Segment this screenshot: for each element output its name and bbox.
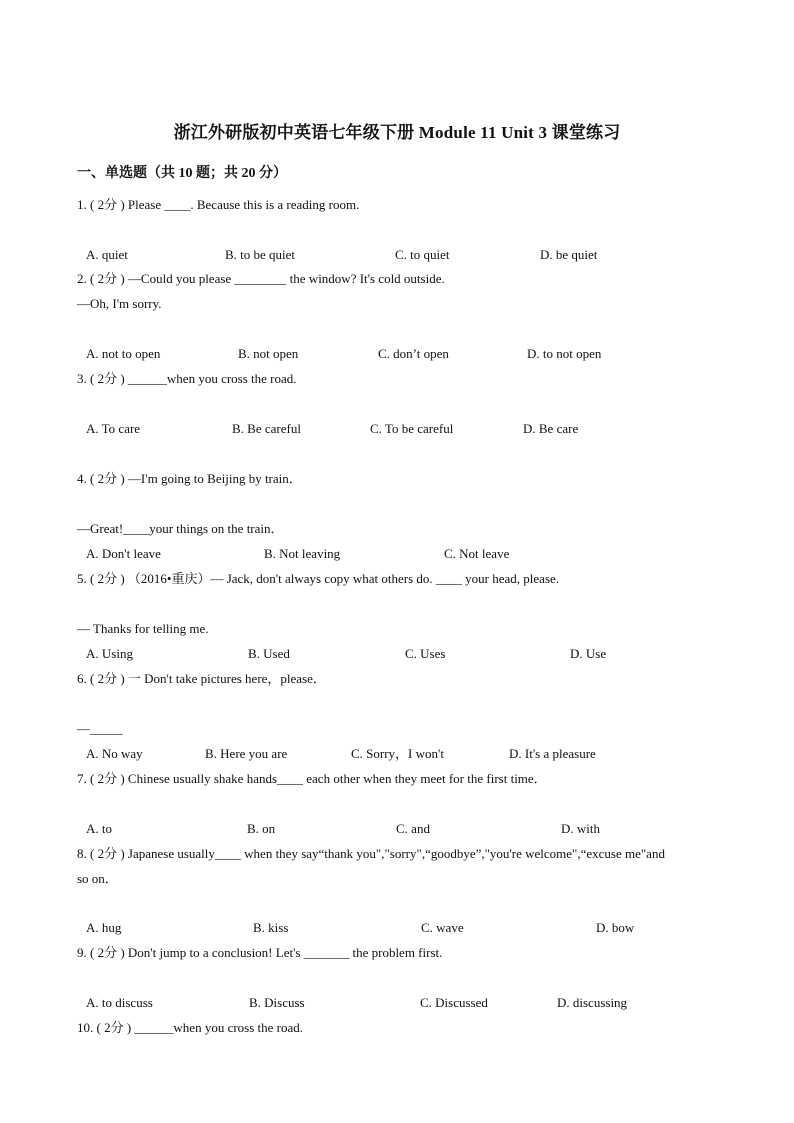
question-3-stem: 3. ( 2分 ) ______when you cross the road. xyxy=(77,371,297,386)
question-8-option-a: A. hug xyxy=(86,920,122,935)
question-7-option-d: D. with xyxy=(561,821,600,836)
question-6-stem-line-2: —_____ xyxy=(77,721,123,736)
question-8-stem-line-2: so on． xyxy=(77,871,118,886)
question-9-option-c: C. Discussed xyxy=(420,995,488,1010)
question-6-stem: 6. ( 2分 ) 一 Don't take pictures here，please． xyxy=(77,671,326,686)
question-1-option-c: C. to quiet xyxy=(395,247,450,262)
question-9-option-a: A. to discuss xyxy=(86,995,153,1010)
question-10-stem: 10. ( 2分 ) ______when you cross the road. xyxy=(77,1020,304,1035)
question-5-option-b: B. Used xyxy=(248,646,290,661)
question-5-option-a: A. Using xyxy=(86,646,133,661)
question-4-option-b: B. Not leaving xyxy=(264,546,341,561)
question-2-stem-line-2: —Oh, I'm sorry. xyxy=(77,296,162,311)
question-3-option-b: B. Be careful xyxy=(232,421,301,436)
section-heading: 一、单选题（共 10 题；共 20 分） xyxy=(77,166,287,181)
question-7-option-c: C. and xyxy=(396,821,430,836)
question-1-option-a: A. quiet xyxy=(86,247,128,262)
question-6-option-d: D. It's a pleasure xyxy=(509,746,596,761)
question-5-option-c: C. Uses xyxy=(405,646,446,661)
question-6-option-c: C. Sorry，I won't xyxy=(351,746,444,761)
question-1-stem: 1. ( 2分 ) Please ____. Because this is a reading room. xyxy=(77,197,360,212)
question-3-option-a: A. To care xyxy=(86,421,141,436)
question-9-stem: 9. ( 2分 ) Don't jump to a conclusion! Let's _______ the problem first. xyxy=(77,945,443,960)
question-2-option-d: D. to not open xyxy=(527,346,602,361)
question-5-stem-line-2: — Thanks for telling me. xyxy=(77,621,209,636)
question-4-option-a: A. Don't leave xyxy=(86,546,161,561)
question-6-option-b: B. Here you are xyxy=(205,746,288,761)
page-title: 浙江外研版初中英语七年级下册 Module 11 Unit 3 课堂练习 xyxy=(173,123,621,142)
question-3-option-d: D. Be care xyxy=(523,421,579,436)
question-2-stem: 2. ( 2分 ) —Could you please ________ the window? It's cold outside. xyxy=(77,271,445,286)
question-4-option-c: C. Not leave xyxy=(444,546,510,561)
question-8-stem: 8. ( 2分 ) Japanese usually____ when they say“thank you","sorry",“goodbye”,"you're welcome",“excuse me"and xyxy=(77,846,665,861)
question-5-stem: 5. ( 2分 ) （2016•重庆）— Jack, don't always copy what others do. ____ your head, please. xyxy=(77,571,560,586)
question-4-stem: 4. ( 2分 ) —I'm going to Beijing by train． xyxy=(77,471,302,486)
question-7-option-a: A. to xyxy=(86,821,112,836)
question-9-option-b: B. Discuss xyxy=(249,995,305,1010)
question-2-option-a: A. not to open xyxy=(86,346,161,361)
question-2-option-b: B. not open xyxy=(238,346,299,361)
question-5-option-d: D. Use xyxy=(570,646,607,661)
question-1-option-d: D. be quiet xyxy=(540,247,598,262)
question-7-option-b: B. on xyxy=(247,821,276,836)
question-7-stem: 7. ( 2分 ) Chinese usually shake hands____ each other when they meet for the first time． xyxy=(77,771,547,786)
question-8-option-b: B. kiss xyxy=(253,920,289,935)
question-1-option-b: B. to be quiet xyxy=(225,247,296,262)
question-2-option-c: C. don’t open xyxy=(378,346,449,361)
question-6-option-a: A. No way xyxy=(86,746,143,761)
question-8-option-d: D. bow xyxy=(596,920,635,935)
question-8-option-c: C. wave xyxy=(421,920,464,935)
question-9-option-d: D. discussing xyxy=(557,995,628,1010)
question-3-option-c: C. To be careful xyxy=(370,421,454,436)
question-4-stem-line-2: —Great!____your things on the train． xyxy=(77,521,284,536)
